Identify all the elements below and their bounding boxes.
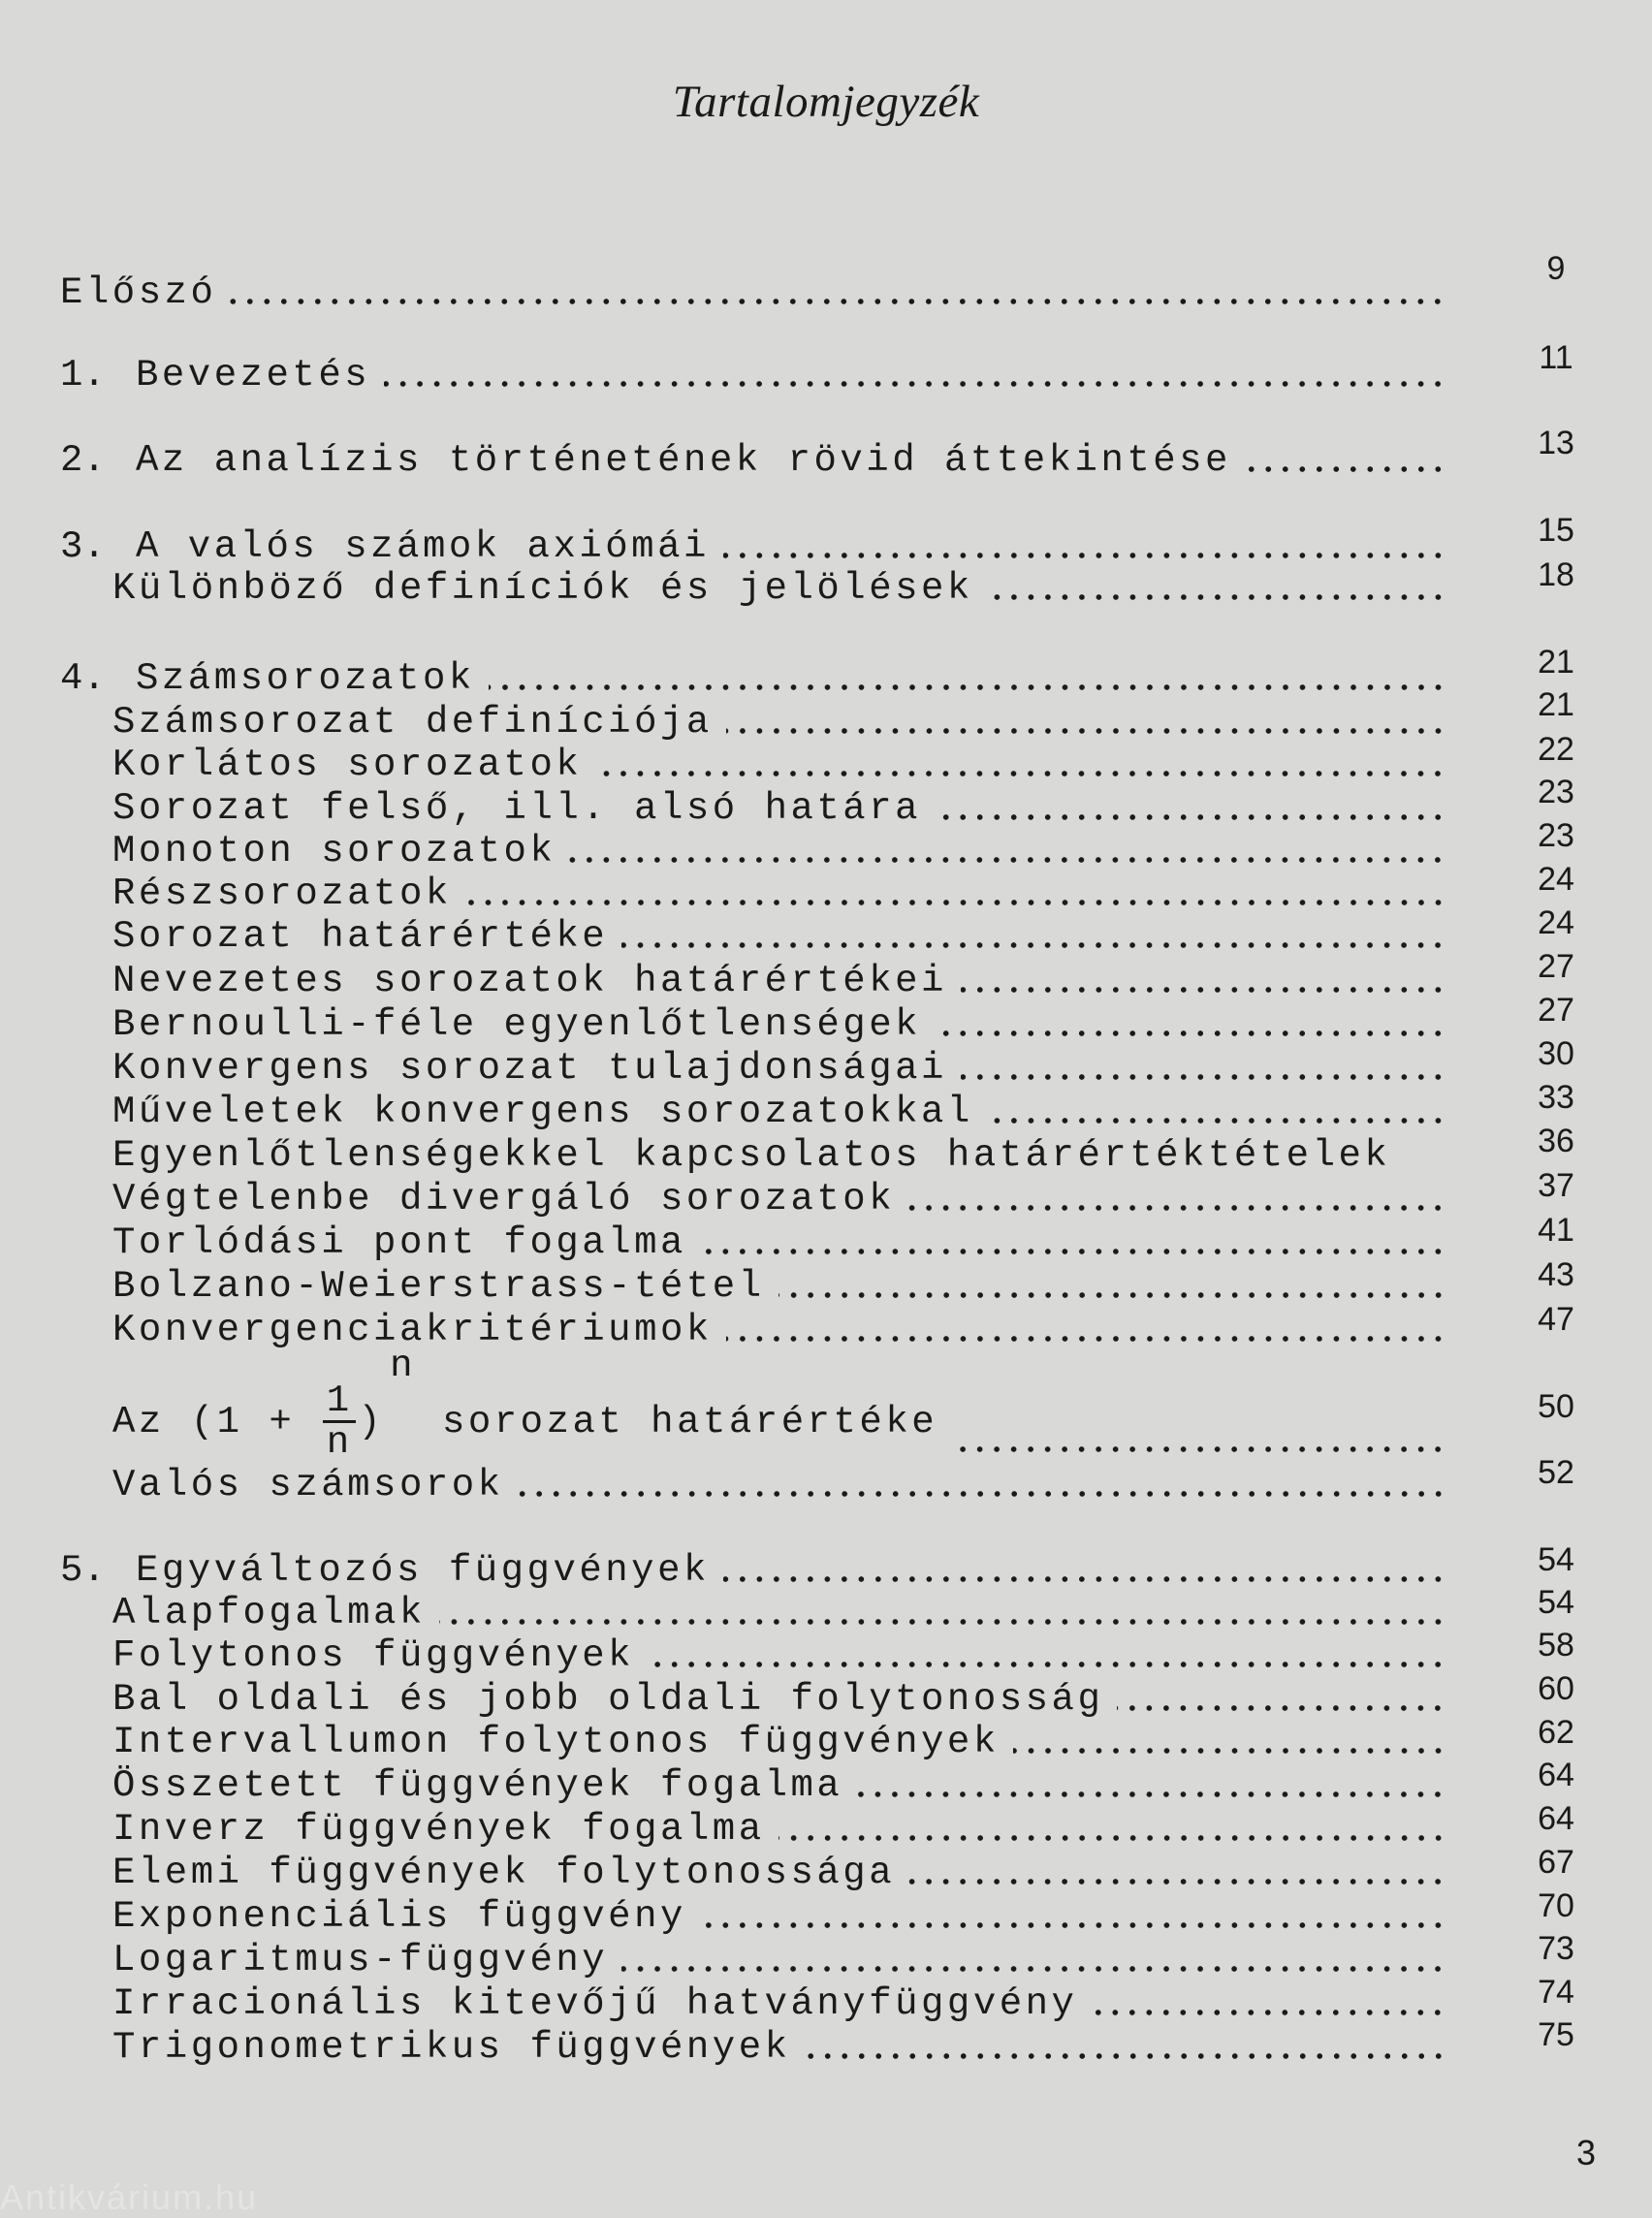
entry-page: 73	[1538, 1930, 1574, 1967]
entry-title: A valós számok axiómái	[136, 525, 710, 568]
entry-page: 36	[1538, 1123, 1574, 1159]
fraction-denominator: n	[326, 1421, 353, 1464]
entry-page: 54	[1538, 1541, 1574, 1578]
entry-page: 64	[1538, 1757, 1574, 1793]
entry-title: Valós számsorok	[112, 1464, 504, 1506]
entry-title: Egyváltozós függvények	[136, 1549, 710, 1592]
entry-page: 23	[1538, 774, 1574, 810]
formula-tail: sorozat határértéke	[416, 1400, 938, 1443]
entry-page: 64	[1538, 1800, 1574, 1837]
leader-dots	[723, 1576, 1446, 1582]
formula-title	[60, 1344, 938, 1464]
entry-title: Összetett függvények fogalma	[112, 1764, 843, 1807]
entry-title: Intervallumon folytonos függvények	[112, 1721, 1000, 1763]
entry-title: Irracionális kitevőjű hatványfüggvény	[112, 1982, 1078, 2025]
toc-entry	[60, 744, 1446, 786]
entry-title: Nevezetes sorozatok határértékei	[112, 960, 947, 1002]
toc-entry-formula	[60, 1344, 1446, 1464]
entry-title: Sorozat felső, ill. alsó határa	[112, 787, 922, 830]
formula-exponent: n	[390, 1344, 417, 1387]
toc-entry	[60, 1309, 1446, 1351]
entry-page: 67	[1538, 1844, 1574, 1881]
chapter-number: 3.	[60, 525, 106, 568]
leader-dots	[908, 1205, 1446, 1211]
entry-title: Számsorozat definíciója	[112, 701, 713, 744]
entry-page: 75	[1538, 2016, 1574, 2053]
entry-page: 62	[1538, 1714, 1574, 1751]
entry-page: 70	[1538, 1887, 1574, 1924]
entry-page: 37	[1538, 1167, 1574, 1204]
chapter-number: 4.	[60, 657, 106, 700]
toc-entry	[60, 1003, 1446, 1046]
entry-page: 15	[1538, 512, 1574, 549]
leader-dots	[935, 1030, 1446, 1036]
entry-title: Sorozat határértéke	[112, 915, 609, 958]
entry-page: 50	[1538, 1388, 1574, 1425]
entry-title: Korlátos sorozatok	[112, 744, 583, 786]
leader-dots	[595, 771, 1446, 776]
entry-page: 33	[1538, 1079, 1574, 1116]
page-number: 3	[1576, 2133, 1597, 2172]
leader-dots	[700, 1249, 1446, 1254]
toc-entry	[60, 1764, 1446, 1807]
entry-title: Alapfogalmak	[112, 1592, 426, 1634]
toc-entry	[60, 1047, 1446, 1090]
chapter-number: 1.	[60, 354, 106, 396]
entry-page: 21	[1538, 644, 1574, 681]
watermark: Antikvárium.hu	[0, 2177, 259, 2217]
chapter-number: 2.	[60, 439, 106, 482]
entry-title: Konvergenciakritériumok	[112, 1309, 713, 1351]
leader-dots	[230, 299, 1446, 304]
entry-page: 23	[1538, 817, 1574, 854]
leader-dots	[518, 1491, 1446, 1497]
entry-title: Részsorozatok	[112, 872, 452, 915]
leader-dots	[1117, 1705, 1446, 1711]
entry-page: 43	[1538, 1256, 1574, 1293]
toc-entry	[60, 1549, 1446, 1592]
entry-page: 21	[1538, 686, 1574, 723]
toc-entry	[60, 354, 1446, 396]
entry-title: Az analízis történetének rövid áttekintése	[136, 439, 1231, 482]
toc-entry	[60, 1634, 1446, 1677]
toc-entry	[60, 1982, 1446, 2025]
leader-dots	[726, 728, 1446, 734]
entry-page: 60	[1538, 1670, 1574, 1707]
toc-entry	[60, 567, 1446, 610]
entry-page: 74	[1538, 1974, 1574, 2011]
chapter-number: 5.	[60, 1549, 106, 1592]
entry-page: 18	[1538, 556, 1574, 593]
leader-dots	[961, 987, 1446, 993]
leader-dots	[1091, 2010, 1446, 2015]
entry-title: Bernoulli-féle egyenlőtlenségek	[112, 1003, 922, 1046]
toc-entry	[60, 1464, 1446, 1506]
entry-title: Monoton sorozatok	[112, 830, 556, 872]
entry-page: 13	[1538, 425, 1574, 461]
entry-page: 27	[1538, 992, 1574, 1029]
toc-entry	[60, 2026, 1446, 2069]
leader-dots	[384, 381, 1446, 387]
page-title: Tartalomjegyzék	[672, 77, 980, 127]
toc-entry	[60, 1091, 1446, 1133]
toc-entry	[60, 1178, 1446, 1220]
leader-dots	[778, 1292, 1446, 1298]
toc-entry	[60, 915, 1446, 958]
entry-page: 47	[1538, 1301, 1574, 1338]
entry-page: 58	[1538, 1627, 1574, 1664]
toc-entry	[60, 787, 1446, 830]
toc-entry	[60, 1221, 1446, 1264]
entry-title: Exponenciális függvény	[112, 1895, 686, 1938]
formula-suffix: )	[358, 1400, 385, 1443]
entry-page: 22	[1538, 731, 1574, 768]
entry-page: 24	[1538, 861, 1574, 898]
entry-page: 41	[1538, 1212, 1574, 1249]
leader-dots	[726, 1336, 1446, 1342]
leader-dots	[987, 1118, 1446, 1124]
entry-title: Trigonometrikus függvények	[112, 2026, 791, 2069]
leader-dots	[700, 1922, 1446, 1928]
leader-dots	[805, 2053, 1447, 2059]
toc-entry	[60, 1895, 1446, 1938]
toc-entry	[60, 830, 1446, 872]
toc-entry	[60, 525, 1446, 568]
leader-dots	[439, 1619, 1446, 1625]
entry-title: Bal oldali és jobb oldali folytonosság	[112, 1678, 1104, 1721]
entry-title: Bevezetés	[136, 354, 371, 396]
toc-entry	[60, 1592, 1446, 1634]
leader-dots	[908, 1879, 1446, 1885]
entry-title: Torlódási pont fogalma	[112, 1221, 686, 1264]
toc-entry	[60, 271, 1446, 314]
toc-entry	[60, 1852, 1446, 1894]
leader-dots	[935, 814, 1446, 820]
entry-title: Folytonos függvények	[112, 1634, 635, 1677]
entry-title: Logaritmus-függvény	[112, 1939, 609, 1981]
entry-page: 54	[1538, 1584, 1574, 1621]
toc-entry	[60, 960, 1446, 1002]
toc-entry	[60, 1678, 1446, 1721]
fraction	[323, 1381, 356, 1462]
leader-dots	[951, 1446, 1446, 1452]
toc-entry	[60, 701, 1446, 744]
entry-page: 52	[1538, 1454, 1574, 1491]
leader-dots	[465, 900, 1446, 905]
entry-title: Műveletek konvergens sorozatokkal	[112, 1091, 973, 1133]
entry-title: Számsorozatok	[136, 657, 475, 700]
entry-title: Végtelenbe divergáló sorozatok	[112, 1178, 896, 1220]
leader-dots	[961, 1074, 1446, 1080]
leader-dots	[569, 857, 1446, 863]
leader-dots	[1245, 466, 1446, 472]
leader-dots	[489, 684, 1446, 690]
toc-entry	[60, 872, 1446, 915]
toc-entry	[60, 1808, 1446, 1851]
fraction-numerator: 1	[326, 1379, 353, 1422]
toc-entry	[60, 439, 1446, 482]
entry-page: 11	[1539, 339, 1573, 376]
toc-entry	[60, 1939, 1446, 1981]
toc-entry	[60, 1265, 1446, 1308]
leader-dots	[778, 1835, 1446, 1841]
entry-title: Különböző definíciók és jelölések	[112, 567, 973, 610]
entry-title: Egyenlőtlenségekkel kapcsolatos határértéktételek	[112, 1134, 1391, 1177]
leader-dots	[621, 1966, 1446, 1972]
entry-title: Bolzano-Weierstrass-tétel	[112, 1265, 765, 1308]
entry-title: Előszó	[60, 271, 217, 314]
entry-page: 24	[1538, 904, 1574, 941]
leader-dots	[621, 942, 1446, 948]
entry-title: Konvergens sorozat tulajdonságai	[112, 1047, 947, 1090]
entry-page: 9	[1546, 250, 1566, 287]
toc-entry	[60, 657, 1446, 700]
entry-title: Inverz függvények fogalma	[112, 1808, 765, 1851]
entry-page: 30	[1538, 1035, 1574, 1072]
entry-title: Elemi függvények folytonossága	[112, 1852, 896, 1894]
leader-dots	[723, 553, 1446, 558]
leader-dots	[1013, 1748, 1446, 1754]
leader-dots	[648, 1662, 1446, 1667]
toc-entry	[60, 1721, 1446, 1763]
leader-dots	[856, 1791, 1446, 1797]
entry-page: 27	[1538, 948, 1574, 985]
leader-dots	[987, 594, 1446, 600]
toc-entry	[60, 1134, 1446, 1177]
formula-prefix: Az (1 +	[112, 1400, 322, 1443]
